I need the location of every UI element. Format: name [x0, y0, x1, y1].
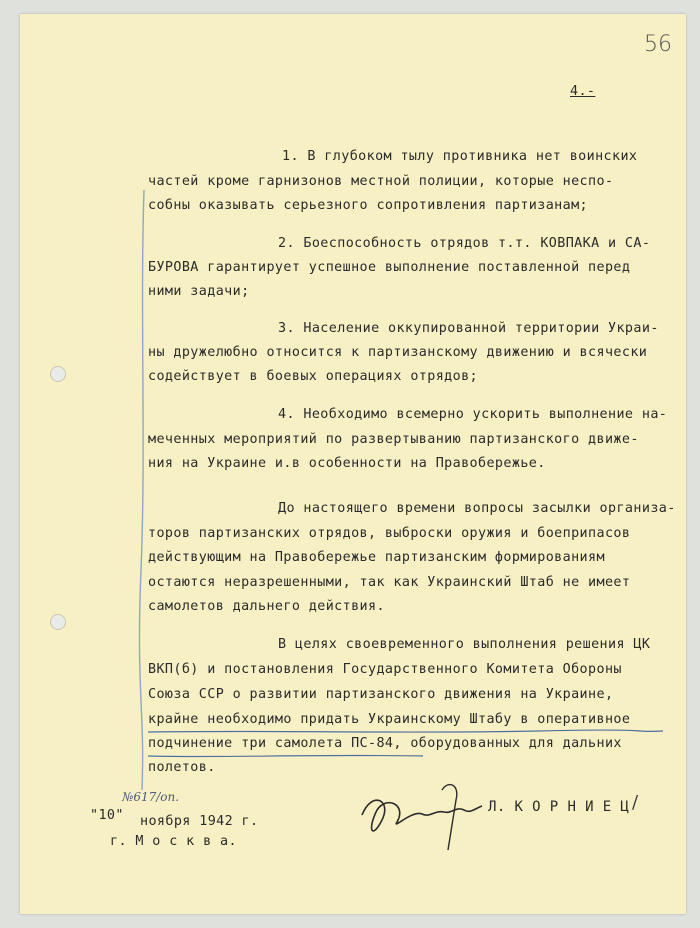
paragraph-5-line-3: действующим на Правобережье партизанским формированиям [148, 550, 605, 565]
paragraph-4-line-2: меченных мероприятий по развертыванию партизанского движе- [148, 432, 639, 447]
document-page [20, 14, 686, 914]
paragraph-6-line-6: полетов. [148, 760, 216, 775]
paragraph-3-line-3: содействует в боевых операциях отрядов; [148, 369, 479, 384]
signature [352, 770, 492, 860]
paragraph-3-line-2: ны дружелюбно относится к партизанскому движению и всячески [148, 345, 648, 360]
paragraph-2-line-2: БУРОВА гарантирует успешное выполнение поставленной перед [148, 260, 631, 275]
margin-pencil-line [138, 190, 148, 790]
date-month-year: ноября 1942 г. [140, 814, 259, 829]
paragraph-2-line-3: ними задачи; [148, 284, 250, 299]
paragraph-5-line-1: До настоящего времени вопросы засылки организа- [278, 501, 676, 516]
paragraph-4-line-3: ния на Украине и.в особенности на Правобережье. [148, 456, 546, 471]
signer-name: Л. К О Р Н И Е Ц [488, 799, 630, 815]
city: г. М о с к в а. [110, 834, 237, 849]
punch-hole-bottom [50, 614, 66, 630]
paragraph-5-line-4: остаются неразрешенными, так как Украинский Штаб не имеет [148, 575, 631, 590]
signer-slash-mark: / [632, 792, 639, 813]
date-day: "10" [90, 808, 124, 823]
paragraph-1-line-1: 1. В глубоком тылу противника нет воинских [282, 149, 638, 164]
registration-number: №617/оп. [122, 790, 180, 804]
punch-hole-top [50, 366, 66, 382]
paragraph-6-line-5: подчинение три самолета ПС-84, оборудованных для дальних [148, 736, 622, 751]
paragraph-5-line-5: самолетов дальнего действия. [148, 599, 385, 614]
paragraph-2-line-1: 2. Боеспособность отрядов т.т. КОВПАКА и СА- [278, 236, 651, 251]
pencil-underline-2 [148, 752, 428, 760]
paragraph-1-line-3: собны оказывать серьезного сопротивления партизанам; [148, 198, 589, 213]
sheet-number: 56 [644, 32, 672, 57]
paragraph-4-line-1: 4. Необходимо всемерно ускорить выполнение на- [278, 407, 668, 422]
pencil-underline-1 [148, 728, 668, 736]
paragraph-6-line-3: Союза ССР о развитии партизанского движения на Украине, [148, 687, 614, 702]
paragraph-5-line-2: торов партизанских отрядов, выброски оружия и боеприпасов [148, 526, 631, 541]
paragraph-6-line-1: В целях своевременного выполнения решения ЦК [278, 637, 651, 652]
paragraph-6-line-2: ВКП(б) и постановления Государственного Комитета Обороны [148, 662, 622, 677]
paragraph-6-line-4: крайне необходимо придать Украинскому Штабу в оперативное [148, 712, 631, 727]
paragraph-3-line-1: 3. Население оккупированной территории Украи- [278, 321, 659, 336]
page-number: 4.- [570, 84, 596, 99]
paragraph-1-line-2: частей кроме гарнизонов местной полиции, которые неспо- [148, 174, 614, 189]
